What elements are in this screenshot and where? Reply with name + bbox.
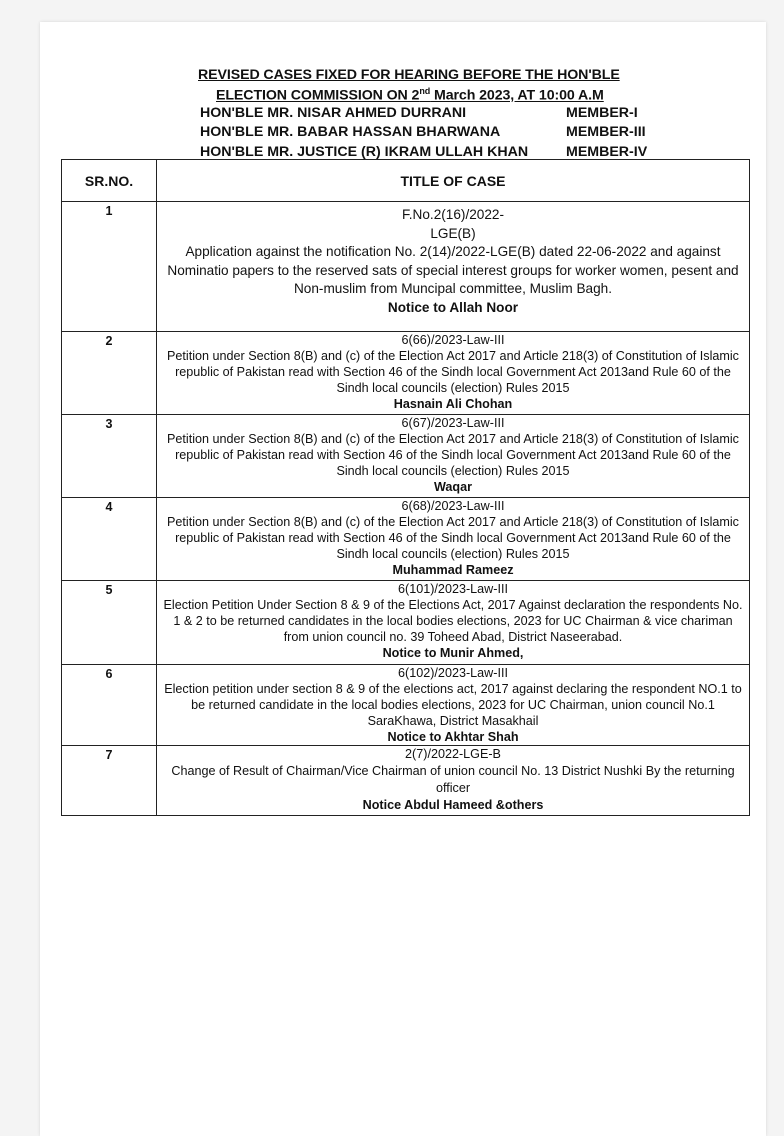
case-description: Petition under Section 8(B) and (c) of the Election Act 2017 and Article 218(3) of Constitution of Islamic republic of Pakistan read with Section 46 of the Sindh local Government Act 2013and Rule 60 of the Sindh local councils (election) Rules 2015: [167, 515, 739, 561]
heading-date-sup: nd: [419, 86, 431, 96]
case-description: Change of Result of Chairman/Vice Chairman of union council No. 13 District Nushki By the returning officer: [171, 764, 735, 795]
case-title-cell: [157, 665, 750, 746]
case-title-cell: [157, 332, 750, 415]
table-row: [62, 665, 750, 746]
case-sr-number: 7: [62, 746, 157, 816]
case-notice: Notice to Allah Noor: [387, 299, 519, 315]
case-notice: Notice to Munir Ahmed,: [382, 646, 524, 660]
case-description: Petition under Section 8(B) and (c) of the Election Act 2017 and Article 218(3) of Constitution of Islamic republic of Pakistan read with Section 46 of the Sindh local Government Act 2013and Rule 60 of the Sindh local councils (election) Rules 2015: [167, 432, 739, 478]
case-title-cell: [157, 498, 750, 581]
table-header-row: [62, 160, 750, 202]
member-name: HON'BLE MR. NISAR AHMED DURRANI: [200, 105, 467, 121]
case-notice: Notice Abdul Hameed &others: [362, 798, 544, 812]
heading-date-post: March 2023, AT 10:00 A.M: [430, 87, 604, 104]
case-title-cell: [157, 746, 750, 816]
cases-table: [61, 159, 750, 816]
case-notice: Muhammad Rameez: [392, 563, 514, 577]
member-role: MEMBER-IV: [566, 144, 648, 160]
heading-date-pre: ELECTION COMMISSION ON 2: [216, 87, 420, 104]
case-title-cell: [157, 202, 750, 332]
case-sr-number: 1: [62, 202, 157, 332]
case-description: Application against the notification No. 2(14)/2022-LGE(B) dated 22-06-2022 and against Nominatio papers to the reserved sats of special interest groups for worker women, pesent and Non-muslim from Muncipal committee, Muslim Bagh.: [167, 244, 739, 296]
heading-line-2: [216, 86, 604, 104]
case-reference: 6(68)/2023-Law-III: [401, 499, 505, 513]
table-row: [62, 202, 750, 332]
member-role: MEMBER-III: [566, 124, 646, 140]
case-title-cell: [157, 581, 750, 665]
member-role: MEMBER-I: [566, 105, 638, 121]
member-name: HON'BLE MR. JUSTICE (R) IKRAM ULLAH KHAN: [200, 144, 529, 160]
case-reference: 6(66)/2023-Law-III: [401, 333, 505, 347]
member-name: HON'BLE MR. BABAR HASSAN BHARWANA: [200, 124, 501, 140]
case-reference: 6(102)/2023-Law-III: [398, 666, 508, 680]
case-reference-cont: LGE(B): [430, 225, 476, 241]
case-description: Election Petition Under Section 8 & 9 of the Elections Act, 2017 Against declaration the respondents No. 1 & 2 to be returned candidates in the local bodies elections, 2023 for UC Chairman & vice chariman from union council no. 39 Toheed Abad, District Naseerabad.: [163, 598, 743, 644]
case-sr-number: 6: [62, 665, 157, 746]
case-reference: 6(67)/2023-Law-III: [401, 416, 505, 430]
case-reference: 6(101)/2023-Law-III: [398, 582, 508, 596]
column-header-sr: SR.NO.: [62, 160, 157, 202]
case-sr-number: 5: [62, 581, 157, 665]
table-row: [62, 498, 750, 581]
document-page: [40, 22, 766, 1136]
case-reference: 2(7)/2022-LGE-B: [405, 747, 501, 761]
case-notice: Notice to Akhtar Shah: [387, 730, 519, 744]
case-description: Election petition under section 8 & 9 of the elections act, 2017 against declaring the respondent NO.1 to be returned candidate in the local bodies elections, 2023 for UC Chairman, union council No.1 SaraKhawa, District Masakhail: [164, 682, 742, 728]
table-row: [62, 332, 750, 415]
table-row: [62, 415, 750, 498]
case-title-cell: [157, 415, 750, 498]
case-notice: Hasnain Ali Chohan: [393, 397, 513, 411]
case-sr-number: 4: [62, 498, 157, 581]
case-reference: F.No.2(16)/2022-: [401, 207, 504, 222]
heading-line-1: REVISED CASES FIXED FOR HEARING BEFORE THE HON'BLE: [198, 67, 620, 83]
column-header-title: TITLE OF CASE: [157, 160, 750, 202]
table-row: [62, 746, 750, 816]
case-sr-number: 3: [62, 415, 157, 498]
case-description: Petition under Section 8(B) and (c) of the Election Act 2017 and Article 218(3) of Constitution of Islamic republic of Pakistan read with Section 46 of the Sindh local Government Act 2013and Rule 60 of the Sindh local councils (election) Rules 2015: [167, 349, 739, 395]
case-notice: Waqar: [433, 480, 473, 494]
table-row: [62, 581, 750, 665]
case-sr-number: 2: [62, 332, 157, 415]
